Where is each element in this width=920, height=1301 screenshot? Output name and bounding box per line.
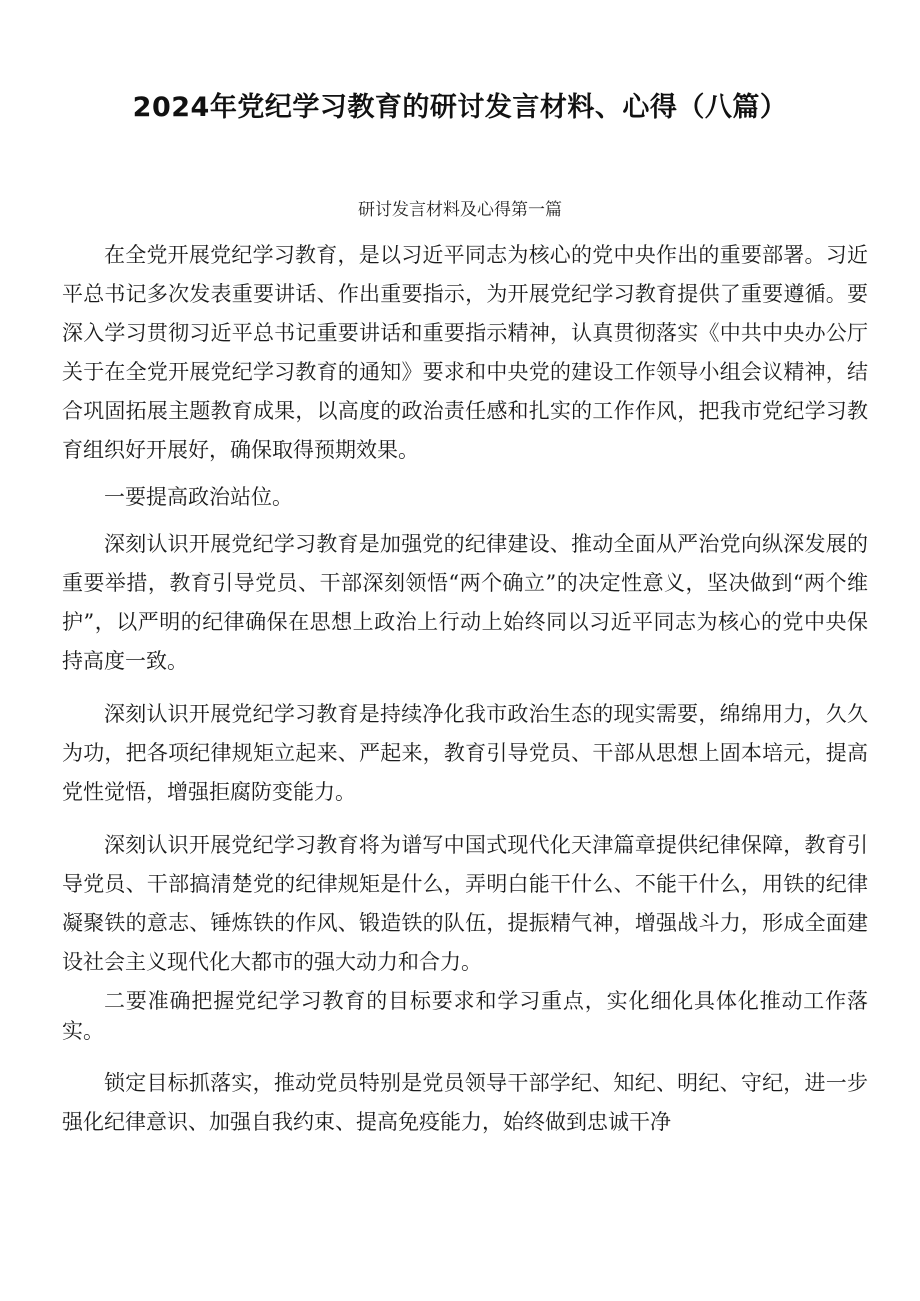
paragraph-significance-1: 深刻认识开展党纪学习教育是加强党的纪律建设、推动全面从严治党向纵深发展的重要举措，教育引导党员、干部深刻领悟“两个确立”的决定性意义，坚决做到“两个维护”，以严明的纪律确保在思想上政治上行动上始终同以习近平同志为核心的党中央保持高度一致。 [62, 532, 868, 673]
paragraph-intro: 在全党开展党纪学习教育，是以习近平同志为核心的党中央作出的重要部署。习近平总书记多次发表重要讲话、作出重要指示，为开展党纪学习教育提供了重要遵循。要深入学习贯彻习近平总书记重要讲话和重要指示精神，认真贯彻落实《中共中央办公厅关于在全党开展党纪学习教育的通知》要求和中央党的建设工作领导小组会议精神，结合巩固拓展主题教育成果，以高度的政治责任感和扎实的工作作风，把我市党纪学习教育组织好开展好，确保取得预期效果。 [62, 243, 868, 462]
section-heading: 研讨发言材料及心得第一篇 [358, 200, 562, 220]
paragraph-significance-3: 深刻认识开展党纪学习教育将为谱写中国式现代化天津篇章提供纪律保障，教育引导党员、干部搞清楚党的纪律规矩是什么，弄明白能干什么、不能干什么，用铁的纪律凝聚铁的意志、锤炼铁的作风、锻造铁的队伍，提振精气神，增强战斗力，形成全面建设社会主义现代化大都市的强大动力和合力。 [62, 833, 868, 974]
paragraph-point-one: 一要提高政治站位。 [104, 485, 293, 509]
paragraph-significance-2: 深刻认识开展党纪学习教育是持续净化我市政治生态的现实需要，绵绵用力，久久为功，把各项纪律规矩立起来、严起来，教育引导党员、干部从思想上固本培元，提高党性觉悟，增强拒腐防变能力。 [62, 702, 868, 804]
paragraph-goals: 锁定目标抓落实，推动党员特别是党员领导干部学纪、知纪、明纪、守纪，进一步强化纪律意识、加强自我约束、提高免疫能力，始终做到忠诚干净 [62, 1071, 868, 1134]
document-title: 2024年党纪学习教育的研讨发言材料、心得（八篇） [132, 92, 788, 123]
paragraph-point-two: 二要准确把握党纪学习教育的目标要求和学习重点，实化细化具体化推动工作落实。 [62, 989, 868, 1043]
document-body [62, 236, 868, 1142]
